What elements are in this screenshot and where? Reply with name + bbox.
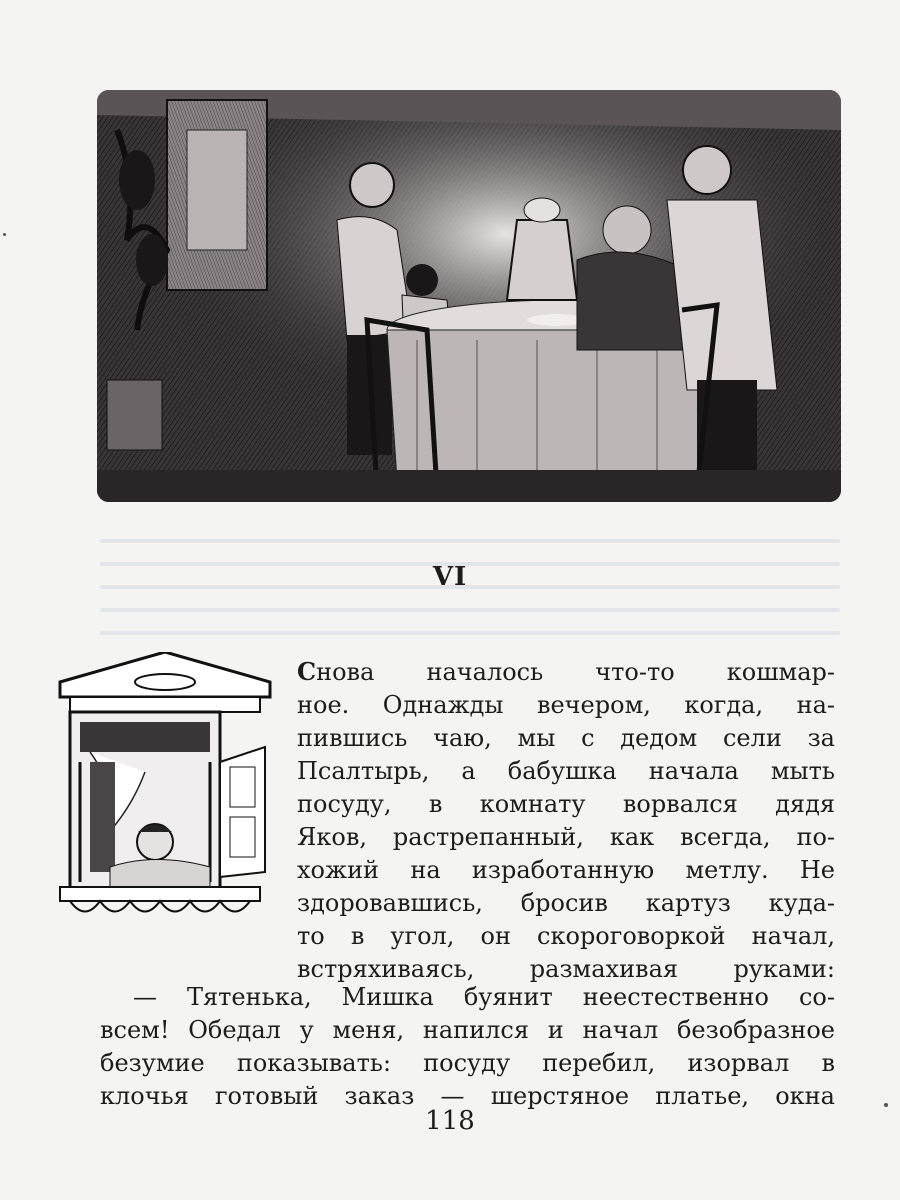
text-line-7: хожий на изработанную метлу. Не: [297, 856, 835, 884]
text-line-4: Псалтырь, а бабушка начала мыть: [297, 757, 835, 785]
text-line-9: то в угол, он скороговоркой начал,: [297, 922, 835, 950]
text-line-13: безумие показывать: посуду перебил, изорвал в: [100, 1049, 835, 1077]
page-number: 118: [425, 1106, 475, 1136]
print-speck: [3, 233, 6, 236]
text-line-11: — Тятенька, Мишка буянит неестественно со-: [133, 983, 835, 1011]
window-boy-vignette: [50, 652, 280, 942]
text-line-8: здоровавшись, бросив картуз куда-: [297, 889, 835, 917]
text-line-12: всем! Обедал у меня, напился и начал безобразное: [100, 1016, 835, 1044]
text-line-3: пившись чаю, мы с дедом сели за: [297, 724, 835, 752]
text-line-14: клочья готовый заказ — шерстяное платье, окна: [100, 1082, 835, 1110]
initial-letter: С: [297, 657, 317, 686]
text-line-6: Яков, растрепанный, как всегда, по-: [297, 823, 835, 851]
text-line-1: Снова началось что-то кошмар-: [297, 657, 835, 686]
text-line-5: посуду, в комнату ворвался дядя: [297, 790, 835, 818]
text-line-10: встряхиваясь, размахивая руками:: [297, 955, 835, 983]
print-speck: [884, 1103, 888, 1107]
tea-table-engraving: [97, 90, 841, 502]
chapter-heading: VI: [432, 562, 468, 592]
text-line-2: ное. Однажды вечером, когда, на-: [297, 691, 835, 719]
